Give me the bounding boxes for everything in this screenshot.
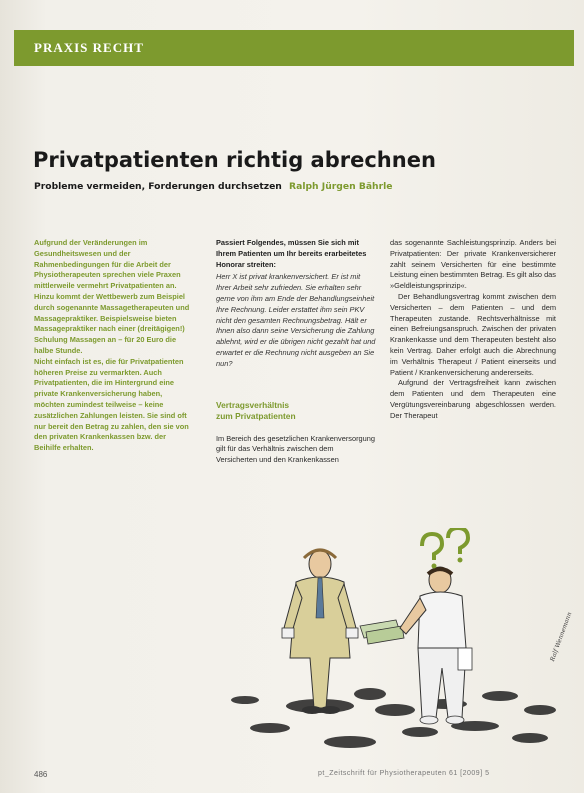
lead-paragraph: Aufgrund der Veränderungen im Gesundheitswesen und der Rahmenbedingungen für die Arbeit der Physiotherapeuten sprechen viele Praxen mittlerweile vermehrt Privatpatienten an. bbox=[34, 238, 181, 291]
lead-paragraph: Nicht einfach ist es, die für Privatpatienten höheren Preise zu vermarkten. Auch Privatpatienten, die im Hintergrund eine private Krankenversicherung haben, möchten zumindest teilweise – keine zusätzlichen Zahlungen leisten. Sie sind oft nur bereit den Betrag zu zahlen, den sie von den privaten Krankenkassen bzw. der Beihilfe erhalten. bbox=[34, 356, 189, 453]
money-notes bbox=[360, 620, 404, 644]
suited-man-figure bbox=[282, 550, 358, 714]
publication-footer: pt_Zeitschrift für Physiotherapeuten 61 [2009] 5 bbox=[318, 770, 490, 777]
body-paragraph: das sogenannte Sachleistungsprinzip. Anders bei Privatpatienten: Der private Krankenversicherer zahlt seinem Versicherten für eine bestimmte Leistung einen bestimmten Betrag. Es gilt also das »Geldleistungsprinzip«. bbox=[390, 238, 556, 291]
example-paragraph: Herr X ist privat krankenversichert. Er ist mit Ihrer Arbeit sehr zufrieden. Sie erhalten sehr gerne von ihm am Ende der Behandlungseinheit Ihre Rechnung. Leider erstattet ihm sein PKV nicht den gesamten Rechnungsbetrag. Hält er Ihnen also dann seine Versicherung die Zahlung ablehnt, wird er die übrigen nicht gezahlt hat und erwartet er die Rechnung nicht ausgeben an Sie nun? bbox=[216, 272, 376, 368]
section-title: PRAXIS RECHT bbox=[34, 40, 144, 55]
article-title: Privatpatienten richtig abrechnen bbox=[33, 148, 436, 172]
floor-shadows bbox=[231, 688, 556, 748]
page-number: 486 bbox=[34, 770, 48, 779]
section-heading bbox=[216, 400, 376, 422]
author-name: Ralph Jürgen Bährle bbox=[289, 181, 393, 192]
therapist-figure bbox=[400, 567, 472, 724]
intro-paragraph: Passiert Folgendes, müssen Sie sich mit Ihrem Patienten um Ihr bereits erarbeitetes Honorar streiten: bbox=[216, 238, 367, 269]
middle-column bbox=[216, 238, 376, 466]
lead-paragraph: Hinzu kommt der Wettbewerb zum Beispiel durch sogenannte Massagetherapeuten und Massagepraktiker. Beispielsweise bieten Massagepraktiker nach einer (dreitägigen!) Schulung Massagen an – für 20 Euro die halbe Stunde. bbox=[34, 291, 190, 355]
question-marks-icon bbox=[422, 528, 468, 560]
body-paragraph: Im Bereich des gesetzlichen Krankenversorgung gilt für das Verhältnis zwischen dem Versicherten und den Krankenkassen bbox=[216, 433, 375, 465]
illustrator-signature: Ralf Wennemann bbox=[549, 611, 574, 663]
right-column bbox=[390, 238, 556, 422]
lead-column bbox=[34, 238, 190, 454]
body-paragraph: Der Behandlungsvertrag kommt zwischen dem Versicherten – dem Patienten – und dem Therapeuten zustande. Rechtsverhältnisse mit einen Befreiungsanspruch. Zwischen der privaten Krankenkasse und dem Therapeuten besteht also kein Vertrag. Daher erfolgt auch die Abrechnung im Verhältnis Therapeut / Patient einerseits und Patient / Krankenversicherung andererseits. bbox=[390, 291, 556, 377]
body-paragraph: Aufgrund der Vertragsfreiheit kann zwischen dem Patienten und dem Therapeuten eine Vergütungsvereinbarung abgeschlossen werden. Der Therapeut bbox=[390, 378, 556, 420]
section-heading-line: Vertragsverhältnis bbox=[216, 399, 290, 410]
section-heading-line: zum Privatpatienten bbox=[216, 410, 296, 421]
question-marks-dots bbox=[432, 558, 463, 569]
subtitle-text: Probleme vermeiden, Forderungen durchsetzen bbox=[34, 181, 282, 192]
article-subtitle bbox=[34, 181, 392, 192]
cartoon-illustration bbox=[200, 528, 570, 760]
